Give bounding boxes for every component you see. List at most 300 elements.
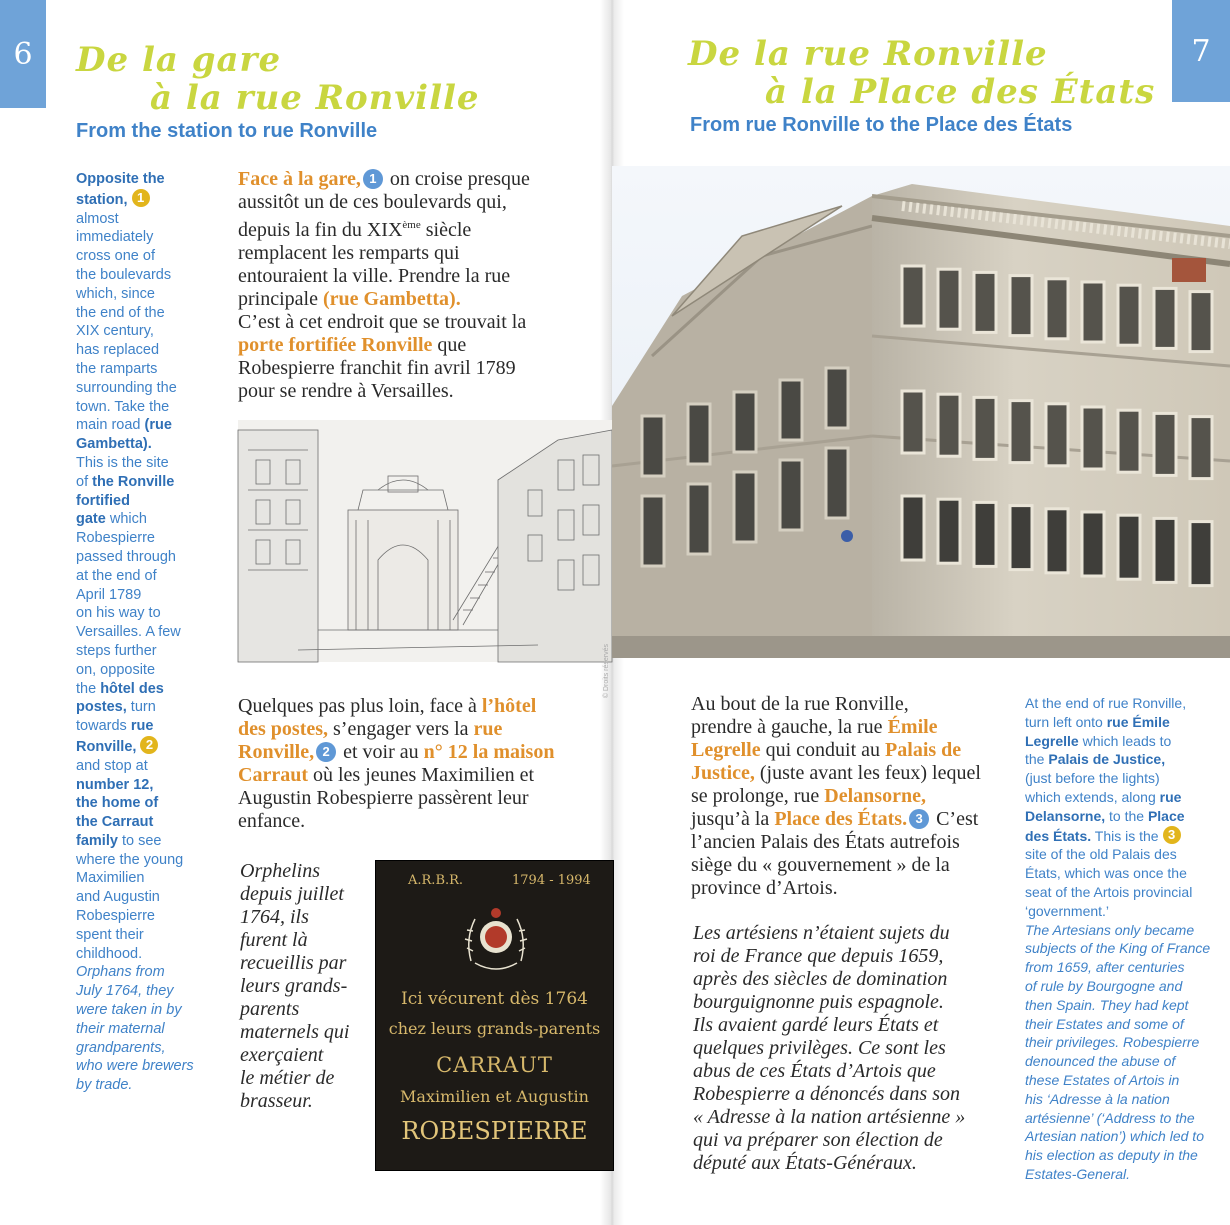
window xyxy=(902,266,924,326)
sidebar-left-italic-text: by trade. xyxy=(76,1077,133,1094)
sidebar-right-bold-text: Palais de Justice, xyxy=(1048,751,1166,768)
window xyxy=(780,460,802,530)
sidebar-right-italic-text: his election as deputy in the xyxy=(1025,1147,1198,1164)
para1-text: remplacent les remparts qui xyxy=(238,242,460,264)
step-number-badge: 3 xyxy=(1163,826,1181,844)
sidebar-left-line xyxy=(76,604,226,623)
para1-line xyxy=(238,288,608,311)
robespierre-plaque xyxy=(375,860,614,1171)
para3-text: Au bout de la rue Ronville, xyxy=(691,693,909,715)
orphans-line: exerçaient xyxy=(240,1044,324,1066)
sidebar-left-text: the xyxy=(76,680,101,697)
sidebar-left-line xyxy=(76,945,226,964)
para2-text: Quelques pas plus loin, face à xyxy=(238,695,482,717)
french-paragraph-2 xyxy=(238,695,608,833)
sidebar-left-line xyxy=(76,623,226,642)
sidebar-left-line xyxy=(76,398,226,417)
sidebar-left-text: the end of the xyxy=(76,304,165,321)
page-number-tab-left xyxy=(0,0,46,108)
sidebar-left-text: spent their xyxy=(76,926,144,943)
para4-line: qui va préparer son élection de xyxy=(693,1129,943,1151)
para3-line xyxy=(691,785,1011,808)
para3-highlight: Place des États. xyxy=(774,808,908,830)
window xyxy=(1154,518,1176,582)
sidebar-left-text: childhood. xyxy=(76,945,143,962)
sidebar-left-text: April 1789 xyxy=(76,586,142,603)
sidebar-left-line xyxy=(76,1001,226,1020)
page-number-right: 7 xyxy=(1191,33,1211,69)
sidebar-right-line xyxy=(1025,1109,1225,1128)
sidebar-right-line xyxy=(1025,826,1225,846)
para1-line xyxy=(238,214,608,242)
para1-text: on croise presque xyxy=(384,168,530,190)
para1-line xyxy=(238,357,608,380)
sidebar-left-bold-text: the home of xyxy=(76,795,159,812)
window xyxy=(688,484,710,554)
english-sidebar-right xyxy=(1025,694,1225,1184)
sidebar-right-text: turn left onto xyxy=(1025,713,1107,730)
sidebar-right-line xyxy=(1025,713,1225,732)
sidebar-left-text: where the young xyxy=(76,851,184,868)
plaque-line-2: chez leurs grands-parents xyxy=(388,1019,601,1038)
orphans-line: le métier de xyxy=(240,1067,335,1089)
sidebar-left-line xyxy=(76,698,226,717)
para1-text: pour se rendre à Versailles. xyxy=(238,380,454,402)
para2-line xyxy=(238,741,608,764)
sidebar-right-line xyxy=(1025,750,1225,769)
para2-highlight: Ronville, xyxy=(238,741,315,763)
sidebar-left-text: which xyxy=(105,511,147,528)
orphans-line: parents xyxy=(240,998,300,1020)
page-number-tab-right xyxy=(1172,0,1230,102)
orphans-line: depuis juillet xyxy=(240,883,344,905)
para4-line: « Adresse à la nation artésienne » xyxy=(693,1106,966,1128)
sidebar-left-line xyxy=(76,869,226,888)
para1-text: Robespierre franchit fin avril 1789 xyxy=(238,357,516,379)
sidebar-right-italic-text: denounced the abuse of xyxy=(1025,1053,1176,1070)
para1-line xyxy=(238,334,608,357)
ronville-gate-sketch xyxy=(238,420,612,699)
para3-highlight: Palais de xyxy=(885,739,962,761)
window xyxy=(938,499,960,563)
sidebar-right-line xyxy=(1025,977,1225,996)
sidebar-left-bold-text: station, xyxy=(76,191,128,208)
para3-text: siège du « gouvernement » de la xyxy=(691,854,950,876)
sidebar-right-line xyxy=(1025,1071,1225,1090)
sidebar-left-text: town. Take the xyxy=(76,398,170,415)
window xyxy=(974,397,996,459)
sketch-credit: © Droits réservés xyxy=(603,644,610,699)
sidebar-left-text: This is the site xyxy=(76,454,169,471)
sidebar-left-line xyxy=(76,907,226,926)
window xyxy=(1082,282,1104,342)
sidebar-left-line xyxy=(76,1039,226,1058)
para2-text: et voir au xyxy=(338,741,424,763)
sidebar-left-text: Robespierre xyxy=(76,530,155,547)
window xyxy=(1046,404,1068,466)
sidebar-right-line xyxy=(1025,732,1225,751)
sidebar-left-line xyxy=(76,586,226,605)
sidebar-right-line xyxy=(1025,769,1225,788)
sidebar-left-bold-text: family xyxy=(76,832,118,849)
window xyxy=(974,502,996,566)
sidebar-left-line xyxy=(76,341,226,360)
para1-line xyxy=(238,168,608,191)
sidebar-left-text: Versailles. A few xyxy=(76,624,181,641)
para3-highlight: Émile xyxy=(887,716,938,738)
para3-highlight: Justice, xyxy=(691,762,755,784)
para1-line xyxy=(238,242,608,265)
sidebar-left-line xyxy=(76,888,226,907)
para1-text: C’est à cet endroit que se trouvait la xyxy=(238,311,527,333)
sidebar-right-italic-text: Artesian nation’) which led to xyxy=(1025,1128,1204,1145)
sidebar-left-bold-text: Opposite the xyxy=(76,171,165,187)
sidebar-left-line xyxy=(76,567,226,586)
sidebar-right-italic-text: artésienne’ (‘Address to the xyxy=(1025,1109,1195,1126)
para2-line xyxy=(238,810,608,833)
sidebar-left-line xyxy=(76,247,226,266)
window xyxy=(1010,401,1032,463)
sidebar-right-line xyxy=(1025,902,1225,921)
sidebar-right-italic-text: Estates-General. xyxy=(1025,1165,1131,1182)
sidebar-right-bold-text: Legrelle xyxy=(1025,732,1079,749)
sidebar-right-italic-text: these Estates of Artois in xyxy=(1025,1071,1180,1088)
sidebar-left-line xyxy=(76,492,226,511)
french-paragraph-3 xyxy=(691,693,1011,900)
plaque-line-3: CARRAUT xyxy=(436,1053,553,1077)
sidebar-left-text: turn xyxy=(126,699,156,716)
sidebar-right-bold-text: rue Émile xyxy=(1106,713,1170,730)
step-number-badge: 1 xyxy=(363,169,383,189)
step-number-badge: 1 xyxy=(132,189,150,207)
sidebar-left-line xyxy=(76,757,226,776)
para2-line xyxy=(238,718,608,741)
sidebar-left-line xyxy=(76,982,226,1001)
french-italic-paragraph xyxy=(693,922,1013,1175)
sidebar-left-text: passed through xyxy=(76,548,176,565)
para2-line xyxy=(238,764,608,787)
sidebar-left-bold-text: (rue xyxy=(144,417,172,434)
plaque-association: A.R.B.R. xyxy=(408,873,464,888)
sidebar-left-italic-text: grandparents, xyxy=(76,1039,166,1056)
para2-line xyxy=(238,787,608,810)
para2-highlight: Carraut xyxy=(238,764,308,786)
sidebar-left-line xyxy=(76,642,226,661)
para4-line: quelques privilèges. Ce sont les xyxy=(693,1037,946,1059)
window xyxy=(688,404,710,464)
sidebar-left-bold-text: postes, xyxy=(76,699,127,716)
para1-text: depuis la fin du XIX xyxy=(238,219,403,241)
french-paragraph-1 xyxy=(238,168,608,403)
window xyxy=(826,368,848,428)
sidebar-right-line xyxy=(1025,958,1225,977)
window xyxy=(938,394,960,456)
sidebar-right-text: ‘government.’ xyxy=(1025,902,1110,919)
para2-highlight: rue xyxy=(473,718,503,740)
para4-line: Les artésiens n’étaient sujets du xyxy=(693,922,950,944)
sidebar-right-text: At the end of rue Ronville, xyxy=(1025,695,1187,711)
sidebar-left-text: on his way to xyxy=(76,605,161,622)
sidebar-left-text: and Augustin xyxy=(76,889,160,906)
sidebar-right-line xyxy=(1025,1165,1225,1184)
sidebar-left-line xyxy=(76,963,226,982)
sidebar-left-line xyxy=(76,473,226,492)
sidebar-left-line xyxy=(76,454,226,473)
orphans-line: recueillis par xyxy=(240,952,347,974)
window xyxy=(1190,417,1212,479)
sidebar-left-line xyxy=(76,548,226,567)
para1-text: principale xyxy=(238,288,323,310)
title-right-line1: De la rue Ronville xyxy=(688,34,1048,74)
para2-line xyxy=(238,695,608,718)
sidebar-right-bold-text: des États. xyxy=(1025,827,1092,844)
para2-highlight: l’hôtel xyxy=(481,695,537,717)
sidebar-right-line xyxy=(1025,939,1225,958)
sidebar-left-line xyxy=(76,228,226,247)
sidebar-left-line xyxy=(76,360,226,379)
sidebar-right-italic-text: from 1659, after centuries xyxy=(1025,959,1185,976)
sidebar-right-line xyxy=(1025,921,1225,940)
title-left-line1: De la gare xyxy=(76,40,282,80)
para1-text: aussitôt un de ces boulevards qui, xyxy=(238,191,507,213)
sidebar-left-line xyxy=(76,379,226,398)
sidebar-right-line xyxy=(1025,883,1225,902)
sidebar-right-text: seat of the Artois provincial xyxy=(1025,883,1193,900)
sidebar-right-italic-text: their Estates and some of xyxy=(1025,1015,1184,1032)
sidebar-left-bold-text: number 12, xyxy=(76,776,154,793)
sidebar-left-text: which, since xyxy=(76,285,155,302)
sidebar-right-line xyxy=(1025,864,1225,883)
window xyxy=(1154,413,1176,475)
step-number-badge: 3 xyxy=(909,809,929,829)
sidebar-right-italic-text: his ‘Adresse à la nation xyxy=(1025,1090,1170,1107)
para3-line xyxy=(691,808,1011,831)
sidebar-right-line xyxy=(1025,1090,1225,1109)
para1-line xyxy=(238,380,608,403)
sidebar-right-text: États, which was once the xyxy=(1025,865,1187,882)
orphans-line: leurs grands- xyxy=(240,975,348,997)
sidebar-left-line xyxy=(76,304,226,323)
sidebar-left-text: Robespierre xyxy=(76,908,155,925)
para1-highlight: Face à la gare, xyxy=(238,168,361,190)
sidebar-left-text: and stop at xyxy=(76,757,148,774)
para3-highlight: Delansorne, xyxy=(824,785,926,807)
sidebar-left-line xyxy=(76,510,226,529)
sidebar-right-text: This is the xyxy=(1091,827,1159,844)
window xyxy=(1010,276,1032,336)
sidebar-right-text: the xyxy=(1025,751,1049,768)
window xyxy=(902,496,924,560)
para1-text: que xyxy=(432,334,467,356)
para3-line xyxy=(691,739,1011,762)
sidebar-right-line xyxy=(1025,1146,1225,1165)
para3-line xyxy=(691,716,1011,739)
sidebar-right-bold-text: Place xyxy=(1147,807,1185,824)
window xyxy=(1154,288,1176,348)
para3-text: (juste avant les feux) lequel xyxy=(754,762,981,784)
sidebar-left-line xyxy=(76,322,226,341)
para2-text: enfance. xyxy=(238,810,306,832)
step-number-badge: 2 xyxy=(140,736,158,754)
sidebar-left-line xyxy=(76,832,226,851)
title-right-line2: à la Place des États xyxy=(765,72,1156,112)
para3-text: jusqu’à la xyxy=(691,808,775,830)
sidebar-left-line xyxy=(76,680,226,699)
sidebar-left-text: Maximilien xyxy=(76,870,145,887)
para3-text: qui conduit au xyxy=(760,739,886,761)
sidebar-left-bold-text: gate xyxy=(76,511,106,528)
sidebar-right-text: which leads to xyxy=(1078,732,1172,749)
sidebar-left-line xyxy=(76,661,226,680)
sidebar-right-line xyxy=(1025,845,1225,864)
sidebar-right-line xyxy=(1025,1033,1225,1052)
para1-text: siècle xyxy=(420,219,472,241)
orphans-line: 1764, ils xyxy=(240,906,309,928)
sidebar-right-italic-text: their privileges. Robespierre xyxy=(1025,1034,1200,1051)
step-number-badge: 2 xyxy=(316,742,336,762)
sidebar-right-line xyxy=(1025,694,1225,713)
sidebar-right-bold-text: rue xyxy=(1159,788,1182,805)
english-sidebar-left xyxy=(76,170,226,1095)
para4-line: après des siècles de domination xyxy=(693,968,948,990)
sidebar-right-line xyxy=(1025,996,1225,1015)
para1-line xyxy=(238,265,608,288)
sidebar-right-italic-text: then Spain. They had kept xyxy=(1025,996,1189,1013)
para1-highlight: porte fortifiée Ronville xyxy=(238,334,433,356)
para4-line: Ils avaient gardé leurs États et xyxy=(693,1014,939,1036)
sidebar-left-line xyxy=(76,776,226,795)
plaque-line-4: Maximilien et Augustin xyxy=(400,1087,589,1106)
sidebar-left-bold-text: the Ronville xyxy=(92,473,175,490)
sidebar-left-line xyxy=(76,794,226,813)
para1-line xyxy=(238,311,608,334)
sidebar-left-italic-text: were taken in by xyxy=(76,1002,182,1019)
sidebar-left-text: on, opposite xyxy=(76,661,156,678)
para1-superscript: ème xyxy=(402,219,421,231)
sidebar-left-text: of xyxy=(76,473,93,490)
sidebar-right-text: site of the old Palais des xyxy=(1025,846,1177,863)
sidebar-left-line xyxy=(76,851,226,870)
sidebar-right-line xyxy=(1025,1127,1225,1146)
sidebar-left-bold-text: the Carraut xyxy=(76,814,154,831)
sidebar-right-text: to the xyxy=(1105,807,1148,824)
subtitle-left: From the station to rue Ronville xyxy=(76,120,378,142)
sidebar-left-line xyxy=(76,1076,226,1095)
palais-des-etats-photo xyxy=(612,166,1230,658)
para2-highlight: des postes, xyxy=(238,718,329,740)
sidebar-left-text: towards xyxy=(76,718,131,735)
para3-line xyxy=(691,877,1011,900)
orphans-line: Orphelins xyxy=(240,860,320,882)
sidebar-left-line xyxy=(76,285,226,304)
window xyxy=(1046,279,1068,339)
sidebar-left-line xyxy=(76,210,226,229)
sidebar-left-line xyxy=(76,416,226,435)
para3-line xyxy=(691,831,1011,854)
para3-text: se prolonge, rue xyxy=(691,785,825,807)
sidebar-left-italic-text: who were brewers xyxy=(76,1058,194,1075)
sidebar-left-text: steps further xyxy=(76,642,157,659)
plaque-dates: 1794 - 1994 xyxy=(512,873,591,888)
para4-line: bourguignonne puis espagnole. xyxy=(693,991,944,1013)
para1-line xyxy=(238,191,608,214)
title-left-line2: à la rue Ronville xyxy=(150,78,480,118)
window xyxy=(938,269,960,329)
sidebar-right-line xyxy=(1025,788,1225,807)
sidebar-left-line xyxy=(76,435,226,454)
sidebar-left-line xyxy=(76,1020,226,1039)
subtitle-right: From rue Ronville to the Place des États xyxy=(690,114,1073,136)
window xyxy=(1010,506,1032,570)
sidebar-left-text: immediately xyxy=(76,229,154,246)
sidebar-right-line xyxy=(1025,807,1225,826)
para3-text: province d’Artois. xyxy=(691,877,838,899)
sidebar-left-bold-text: hôtel des xyxy=(100,680,164,697)
plaque-line-1: Ici vécurent dès 1764 xyxy=(401,989,588,1009)
window xyxy=(1118,285,1140,345)
para3-line xyxy=(691,693,1011,716)
para2-text: où les jeunes Maximilien et xyxy=(307,764,535,786)
sidebar-left-italic-text: their maternal xyxy=(76,1020,165,1037)
sidebar-right-line xyxy=(1025,1015,1225,1034)
facade-windows xyxy=(612,166,1230,658)
para3-highlight: Legrelle xyxy=(691,739,761,761)
para4-line: roi de France que depuis 1659, xyxy=(693,945,944,967)
sidebar-right-text: which extends, along xyxy=(1025,788,1160,805)
sidebar-left-bold-text: fortified xyxy=(76,492,130,509)
para1-highlight: (rue Gambetta). xyxy=(322,288,461,310)
sidebar-right-text: (just before the lights) xyxy=(1025,770,1160,787)
orphans-line: maternels qui xyxy=(240,1021,350,1043)
sidebar-right-italic-text: The Artesians only became xyxy=(1025,921,1195,938)
para4-line: député aux États-Généraux. xyxy=(693,1152,917,1174)
window xyxy=(1118,410,1140,472)
para4-line: abus de ces États d’Artois que xyxy=(693,1060,936,1082)
sidebar-left-text: main road xyxy=(76,417,145,434)
sidebar-right-bold-text: Delansorne, xyxy=(1025,807,1106,824)
para2-highlight: n° 12 la maison xyxy=(423,741,555,763)
orphans-line: brasseur. xyxy=(240,1090,313,1112)
para3-line xyxy=(691,762,1011,785)
para3-text: l’ancien Palais des États autrefois xyxy=(691,831,960,853)
window xyxy=(642,416,664,476)
plaque-line-5: ROBESPIERRE xyxy=(401,1117,588,1145)
sidebar-left-line xyxy=(76,170,226,189)
para3-text: prendre à gauche, la rue xyxy=(691,716,888,738)
sidebar-left-bold-text: Ronville, xyxy=(76,738,137,755)
sidebar-left-bold-text: rue xyxy=(130,718,154,735)
sidebar-right-italic-text: subjects of the King of France xyxy=(1025,940,1211,957)
sketch-illustration xyxy=(238,420,612,662)
window xyxy=(780,380,802,440)
sidebar-left-text: almost xyxy=(76,210,119,227)
window xyxy=(1046,509,1068,573)
window xyxy=(1190,292,1212,352)
sidebar-left-text: cross one of xyxy=(76,248,155,265)
orphans-caption xyxy=(240,860,370,1113)
sidebar-left-text: surrounding the xyxy=(76,379,177,396)
window xyxy=(974,272,996,332)
orphans-line: furent là xyxy=(240,929,308,951)
para4-line: Robespierre a dénoncés dans son xyxy=(693,1083,960,1105)
sidebar-right-line xyxy=(1025,1052,1225,1071)
sidebar-left-italic-text: July 1764, they xyxy=(76,983,174,1000)
window xyxy=(826,448,848,518)
sidebar-left-line xyxy=(76,189,226,210)
window xyxy=(1082,512,1104,576)
sidebar-left-text: at the end of xyxy=(76,567,157,584)
sidebar-left-text: the boulevards xyxy=(76,266,172,283)
